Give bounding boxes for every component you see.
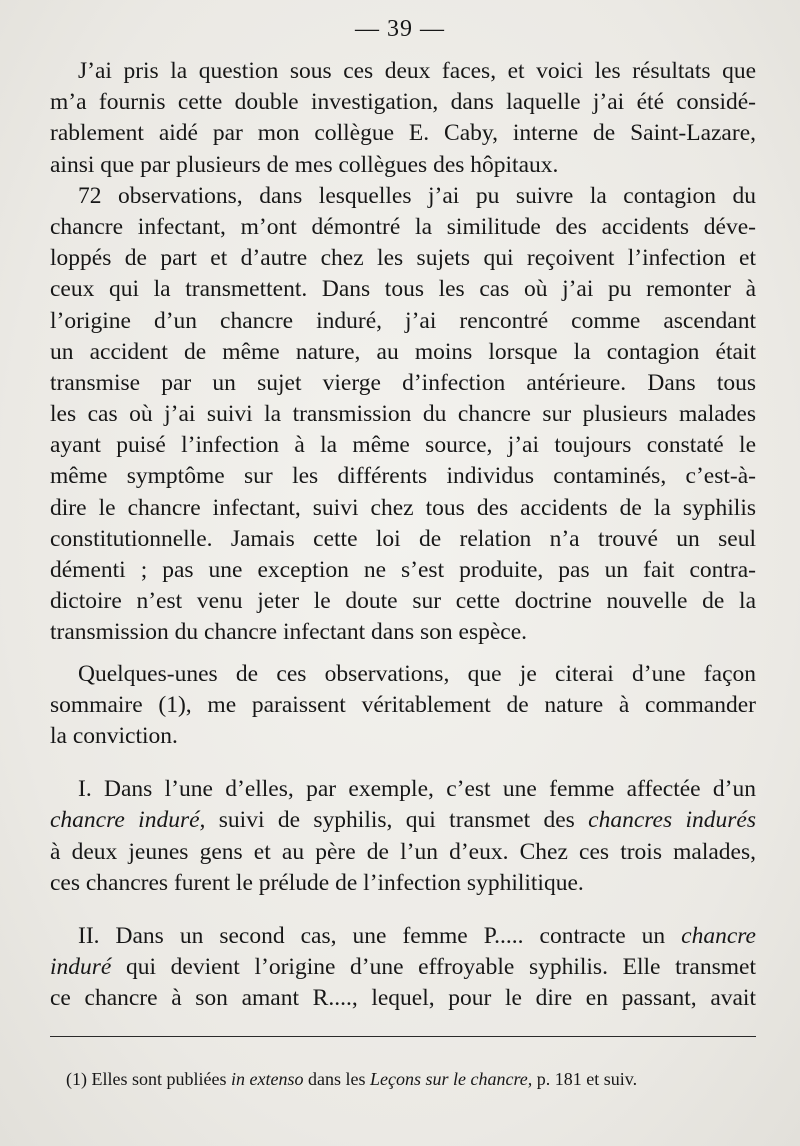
text-line: la conviction. [50, 722, 178, 749]
body-text [50, 56, 756, 1014]
text-line: ce chancre à son amant R...., lequel, pour le dire en passant, avait [50, 985, 756, 1012]
text-line: ainsi que par plusieurs de mes collègues des hôpitaux. [50, 151, 559, 178]
italic-term: Leçons sur le chancre, [369, 1069, 533, 1089]
text-line: rablement aidé par mon collègue E. Caby, interne de Saint-Lazare, [50, 120, 756, 147]
text-line: même symptôme sur les différents individus contaminés, c’est-à- [50, 463, 756, 490]
paragraph-2 [50, 181, 756, 649]
italic-term: in extenso [230, 1069, 304, 1089]
italic-term: chancre [681, 922, 756, 949]
text-line: J’ai pris la question sous ces deux faces, et voici les résultats que [78, 58, 756, 84]
text-line: transmise par un sujet vierge d’infection antérieure. Dans tous [50, 369, 756, 396]
text-line: à deux jeunes gens et au père de l’un d’eux. Chez ces trois malades, [50, 838, 756, 865]
paragraph-3 [50, 659, 756, 753]
footnote-marker: (1) [66, 1069, 87, 1089]
text-line: chancre infectant, m’ont démontré la similitude des accidents déve- [50, 213, 756, 240]
text-line: l’origine d’un chancre induré, j’ai rencontré comme ascendant [50, 307, 756, 334]
case-1-paragraph [50, 774, 756, 899]
text-line: II. Dans un second cas, une femme P..... contracte un chancre [78, 922, 756, 949]
text-line: démenti ; pas une exception ne s’est produite, pas un fait contra- [50, 557, 756, 583]
text-line: sommaire (1), me paraissent véritablement de nature à commander [50, 691, 756, 718]
italic-term: chancres indurés [588, 807, 756, 834]
text-line: chancre induré, suivi de syphilis, qui transmet des chancres indurés [50, 807, 756, 834]
text-line: ces chancres furent le prélude de l’infection syphilitique. [50, 869, 584, 896]
text-line: induré qui devient l’origine d’une effroyable syphilis. Elle transmet [50, 954, 756, 981]
case-2-paragraph [50, 921, 756, 1015]
text-line: 72 observations, dans lesquelles j’ai pu suivre la contagion du [78, 182, 756, 209]
italic-term: induré [50, 954, 112, 981]
footnote-separator [50, 1036, 756, 1037]
paragraph-1 [50, 56, 756, 181]
text-line: Quelques-unes de ces observations, que je citerai d’une façon [78, 660, 756, 687]
text-line: transmission du chancre infectant dans son espèce. [50, 619, 528, 646]
text-line: loppés de part et d’autre chez les sujets qui reçoivent l’infection et [50, 245, 756, 272]
text-line: I. Dans l’une d’elles, par exemple, c’est une femme affectée d’un [78, 776, 756, 803]
text-line: ceux qui la transmettent. Dans tous les cas où j’ai pu remonter à [50, 276, 756, 303]
text-line: un accident de même nature, au moins lorsque la contagion était [50, 338, 756, 365]
text-line: constitutionnelle. Jamais cette loi de relation n’a trouvé un seul [50, 525, 756, 552]
text-line: dire le chancre infectant, suivi chez tous des accidents de la syphilis [50, 494, 756, 521]
text-line: m’a fournis cette double investigation, dans laquelle j’ai été considé- [50, 89, 756, 116]
page-number: — 39 — [355, 16, 445, 42]
italic-term: chancre induré, [50, 807, 206, 834]
text-line: ayant puisé l’infection à la même source, j’ai toujours constaté le [50, 432, 756, 459]
text-line: les cas où j’ai suivi la transmission du chancre sur plusieurs malades [50, 401, 756, 428]
text-line: dictoire n’est venu jeter le doute sur cette doctrine nouvelle de la [50, 588, 756, 615]
footnote: (1) Elles sont publiées in extenso dans les Leçons sur le chancre, p. 181 et suiv. [66, 1069, 638, 1089]
